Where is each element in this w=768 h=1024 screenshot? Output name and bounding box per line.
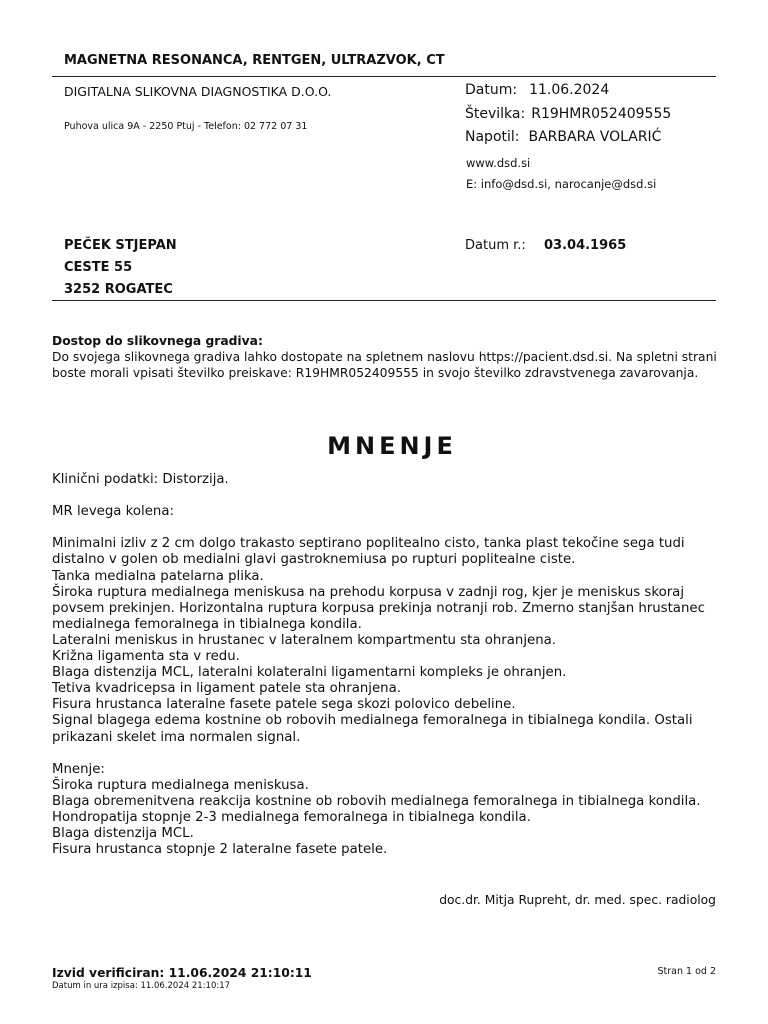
opinion-label: Mnenje: [52, 761, 105, 777]
report-heading: MNENJE [327, 432, 457, 460]
clinical-data: Klinični podatki: Distorzija. [52, 472, 229, 487]
website-link[interactable]: www.dsd.si [466, 156, 531, 170]
opinion-line: Hondropatija stopnje 2-3 medialnega femoralnega in tibialnega kondila. [52, 809, 531, 825]
finding-line: Tanka medialna patelarna plika. [52, 568, 264, 584]
opinion-line: Blaga distenzija MCL. [52, 826, 194, 842]
finding-line: Tetiva kvadricepsa in ligament patele sta ohranjena. [52, 681, 401, 697]
finding-line: Blaga distenzija MCL, lateralni kolateralni ligamentarni kompleks je ohranjen. [52, 665, 567, 681]
referral-label: Napotil: [465, 129, 520, 145]
finding-line: Lateralni meniskus in hrustanec v lateralnem kompartmentu sta ohranjena. [52, 632, 557, 648]
report-number-label: Številka: [465, 106, 526, 122]
report-date-label: Datum: [465, 82, 518, 98]
company-address: Puhova ulica 9A - 2250 Ptuj - Telefon: 02 772 07 31 [64, 121, 308, 132]
radiologist-signature: doc.dr. Mitja Rupreht, dr. med. spec. radiolog [439, 893, 716, 907]
report-number-value: R19HMR052409555 [531, 106, 672, 122]
report-date-row [465, 82, 609, 98]
page-number: Stran 1 od 2 [657, 966, 716, 977]
finding-line: Minimalni izliv z 2 cm dolgo trakasto septirano poplitealno cisto, tanka plast tekočine sega tudi distalno v golen ob medialni glavi gastroknemiusa po rupturi poplitealne ciste. [52, 536, 685, 568]
verification-timestamp: Izvid verificiran: 11.06.2024 21:10:11 [52, 966, 312, 980]
email-contact[interactable]: E: info@dsd.si, narocanje@dsd.si [466, 177, 657, 191]
referral-value: BARBARA VOLARIĆ [528, 129, 662, 145]
patient-name: PEČEK STJEPAN [64, 238, 177, 253]
finding-line: Križna ligamenta sta v redu. [52, 649, 240, 665]
opinion-line: Široka ruptura medialnega meniskusa. [52, 777, 309, 793]
patient-city: 3252 ROGATEC [64, 282, 173, 297]
report-body [52, 472, 732, 858]
patient-street: CESTE 55 [64, 260, 133, 275]
birth-date-label: Datum r.: [465, 238, 526, 253]
company-name: DIGITALNA SLIKOVNA DIAGNOSTIKA D.O.O. [64, 84, 332, 99]
finding-line: Široka ruptura medialnega meniskusa na prehodu korpusa v zadnji rog, kjer je meniskus skoraj povsem prekinjen. Horizontalna ruptura korpusa prekinja notranji rob. Zmerno stanjšan hrustanec medialnega femoralnega in tibialnega kondila. [52, 584, 705, 632]
patient-divider [52, 300, 716, 301]
opinion-line: Blaga obremenitvena reakcija kostnine ob robovih medialnega femoralnega in tibialnega kondila. [52, 793, 701, 809]
header-divider [52, 76, 716, 77]
image-access-text: Do svojega slikovnega gradiva lahko dostopate na spletnem naslovu https://pacient.dsd.si. Na spletni strani boste morali vpisati številko preiskave: R19HMR052409555 in svojo številko zdravstvenega zavarovanja. [52, 350, 717, 380]
report-date-value: 11.06.2024 [529, 82, 610, 98]
exam-title: MR levega kolena: [52, 504, 174, 520]
referral-row [465, 129, 661, 145]
image-access-title: Dostop do slikovnega gradiva: [52, 334, 263, 348]
finding-line: Fisura hrustanca lateralne fasete patele sega skozi polovico debeline. [52, 697, 516, 713]
finding-line: Signal blagega edema kostnine ob robovih medialnega femoralnega in tibialnega kondila. Ostali prikazani skelet ima normalen signal. [52, 713, 693, 745]
birth-date-value: 03.04.1965 [544, 238, 627, 253]
services-header: MAGNETNA RESONANCA, RENTGEN, ULTRAZVOK, CT [64, 53, 445, 68]
print-timestamp: Datum in ura izpisa: 11.06.2024 21:10:17 [52, 981, 231, 991]
report-number-row [465, 106, 671, 122]
image-access-section [52, 333, 732, 381]
opinion-line: Fisura hrustanca stopnje 2 lateralne fasete patele. [52, 842, 388, 858]
